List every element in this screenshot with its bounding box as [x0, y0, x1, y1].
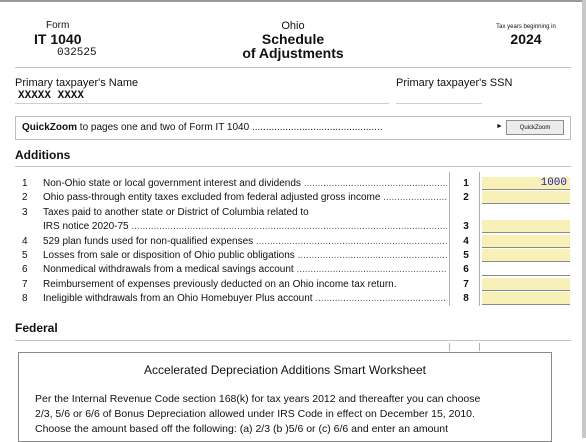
line-6-amount-field[interactable]: [482, 263, 570, 276]
quickzoom-text: [22, 122, 383, 133]
row-description: Ineligible withdrawals from an Ohio Homebuyer Plus account .....: [43, 293, 447, 304]
line-number: 3: [463, 221, 469, 232]
additions-divider: [15, 166, 571, 167]
federal-divider: [15, 340, 571, 341]
name-field[interactable]: XXXXX XXXX: [18, 90, 85, 102]
tax-year-label: Tax years beginning in: [496, 24, 556, 30]
line-number: 8: [463, 293, 469, 304]
line-1-amount-field[interactable]: 1000: [482, 177, 570, 190]
line-3-amount-field[interactable]: [482, 220, 570, 233]
row-number: 4: [22, 236, 28, 247]
row-number: 6: [22, 264, 28, 275]
additions-row-8: [0, 292, 586, 306]
row-number: 5: [22, 250, 28, 261]
additions-row-4: [0, 235, 586, 249]
line-number: 5: [463, 250, 469, 261]
row-description: Taxes paid to another state or District of Columbia related to: [43, 207, 309, 218]
form-label: Form: [46, 20, 70, 31]
column-divider-right-stub: [479, 343, 480, 351]
line-2-amount-field[interactable]: [482, 191, 570, 204]
additions-row-7: [0, 278, 586, 292]
column-divider-left-stub: [449, 343, 450, 351]
row-number: 2: [22, 192, 28, 203]
federal-title: Federal: [15, 321, 58, 335]
additions-row-2: [0, 191, 586, 205]
row-description: IRS notice 2020-75 .....: [43, 221, 447, 232]
row-description: Ohio pass-through entity taxes excluded from federal adjusted gross income .....: [43, 192, 447, 203]
arrow-right-icon: ►: [496, 123, 503, 130]
name-underline: [15, 103, 389, 104]
additions-row-3: [0, 220, 586, 234]
state-label: Ohio: [281, 20, 305, 32]
row-description: Non-Ohio state or local government interest and dividends .....: [43, 178, 447, 189]
quickzoom-description: to pages one and two of Form IT 1040 ...............................................: [79, 122, 383, 133]
worksheet-title: Accelerated Depreciation Additions Smart Worksheet: [144, 363, 426, 377]
row-description: Nonmedical withdrawals from a medical savings account .....: [43, 264, 447, 275]
row-number: 1: [22, 178, 28, 189]
additions-title: Additions: [15, 148, 71, 162]
schedule-title: Schedule: [261, 31, 325, 47]
form-name: IT 1040: [34, 31, 82, 47]
line-number: 7: [463, 279, 469, 290]
schedule-subtitle: of Adjustments: [242, 45, 344, 61]
row-description: Reimbursement of expenses previously deducted on an Ohio income tax return.: [43, 279, 397, 290]
tax-year: 2024: [510, 31, 542, 47]
line-number: 6: [463, 264, 469, 275]
additions-row-3a: [0, 206, 586, 220]
additions-row-5: [0, 249, 586, 263]
quickzoom-prefix: QuickZoom: [22, 122, 78, 133]
worksheet-body: [35, 392, 545, 437]
additions-row-1: [0, 177, 586, 191]
additions-row-6: [0, 263, 586, 277]
form-code: 032525: [57, 47, 97, 59]
row-number: 3: [22, 207, 28, 218]
quickzoom-bar: [15, 116, 571, 140]
row-number: 7: [22, 279, 28, 290]
line-7-amount-field[interactable]: [482, 278, 570, 291]
name-label: Primary taxpayer's Name: [15, 77, 139, 89]
row-number: 8: [22, 293, 28, 304]
window-top-border: [0, 0, 586, 2]
line-number: 1: [463, 178, 469, 189]
line-number: 2: [463, 192, 469, 203]
smart-worksheet: [18, 352, 552, 442]
row-description: Losses from sale or disposition of Ohio public obligations .....: [43, 250, 447, 261]
line-number: 4: [463, 236, 469, 247]
line-8-amount-field[interactable]: [482, 292, 570, 305]
header-divider: [15, 67, 571, 68]
worksheet-line-3: Choose the amount based off the following: (a) 2/3 (b )5/6 or (c) 6/6 and enter an amount: [35, 423, 449, 435]
worksheet-line-2: 2/3, 5/6 or 6/6 of Bonus Depreciation allowed under IRS Code in effect on December 15, 2010.: [35, 408, 475, 420]
ssn-underline: [396, 103, 482, 104]
ssn-label: Primary taxpayer's SSN: [396, 77, 513, 89]
line-5-amount-field[interactable]: [482, 249, 570, 262]
quickzoom-button[interactable]: QuickZoom: [506, 120, 564, 135]
worksheet-line-1: Per the Internal Revenue Code section 168(k) for tax years 2012 and thereafter you can choose: [35, 393, 481, 405]
line-4-amount-field[interactable]: [482, 235, 570, 248]
row-description: 529 plan funds used for non-qualified expenses .....: [43, 236, 447, 247]
